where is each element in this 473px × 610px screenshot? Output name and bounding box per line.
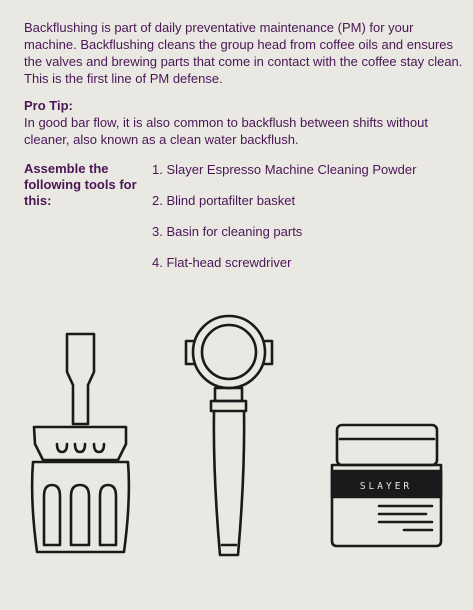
tools-list-item: 3. Basin for cleaning parts	[152, 224, 303, 239]
screwdriver-icon	[32, 334, 129, 552]
tools-list-item: 2. Blind portafilter basket	[152, 193, 296, 208]
tools-heading: Assemble the following tools for this:	[24, 161, 137, 208]
pro-tip-title: Pro Tip:	[24, 98, 73, 113]
tools-list-item: 4. Flat-head screwdriver	[152, 255, 292, 270]
portafilter-icon	[186, 316, 272, 555]
cleaning-powder-label: SLAYER	[359, 481, 413, 492]
intro-paragraph: Backflushing is part of daily preventative maintenance (PM) for your machine. Backflushing cleans the group head from coffee oils and ensures the valves and brewing parts that come in contact with the coffee stay clean. This is the first line of PM defense.	[24, 20, 463, 86]
pro-tip-body: In good bar flow, it is also common to backflush between shifts without cleaner, also known as a clean water backflush.	[24, 115, 428, 147]
tools-list-item: 1. Slayer Espresso Machine Cleaning Powder	[152, 162, 417, 177]
tools-illustration	[0, 300, 473, 590]
